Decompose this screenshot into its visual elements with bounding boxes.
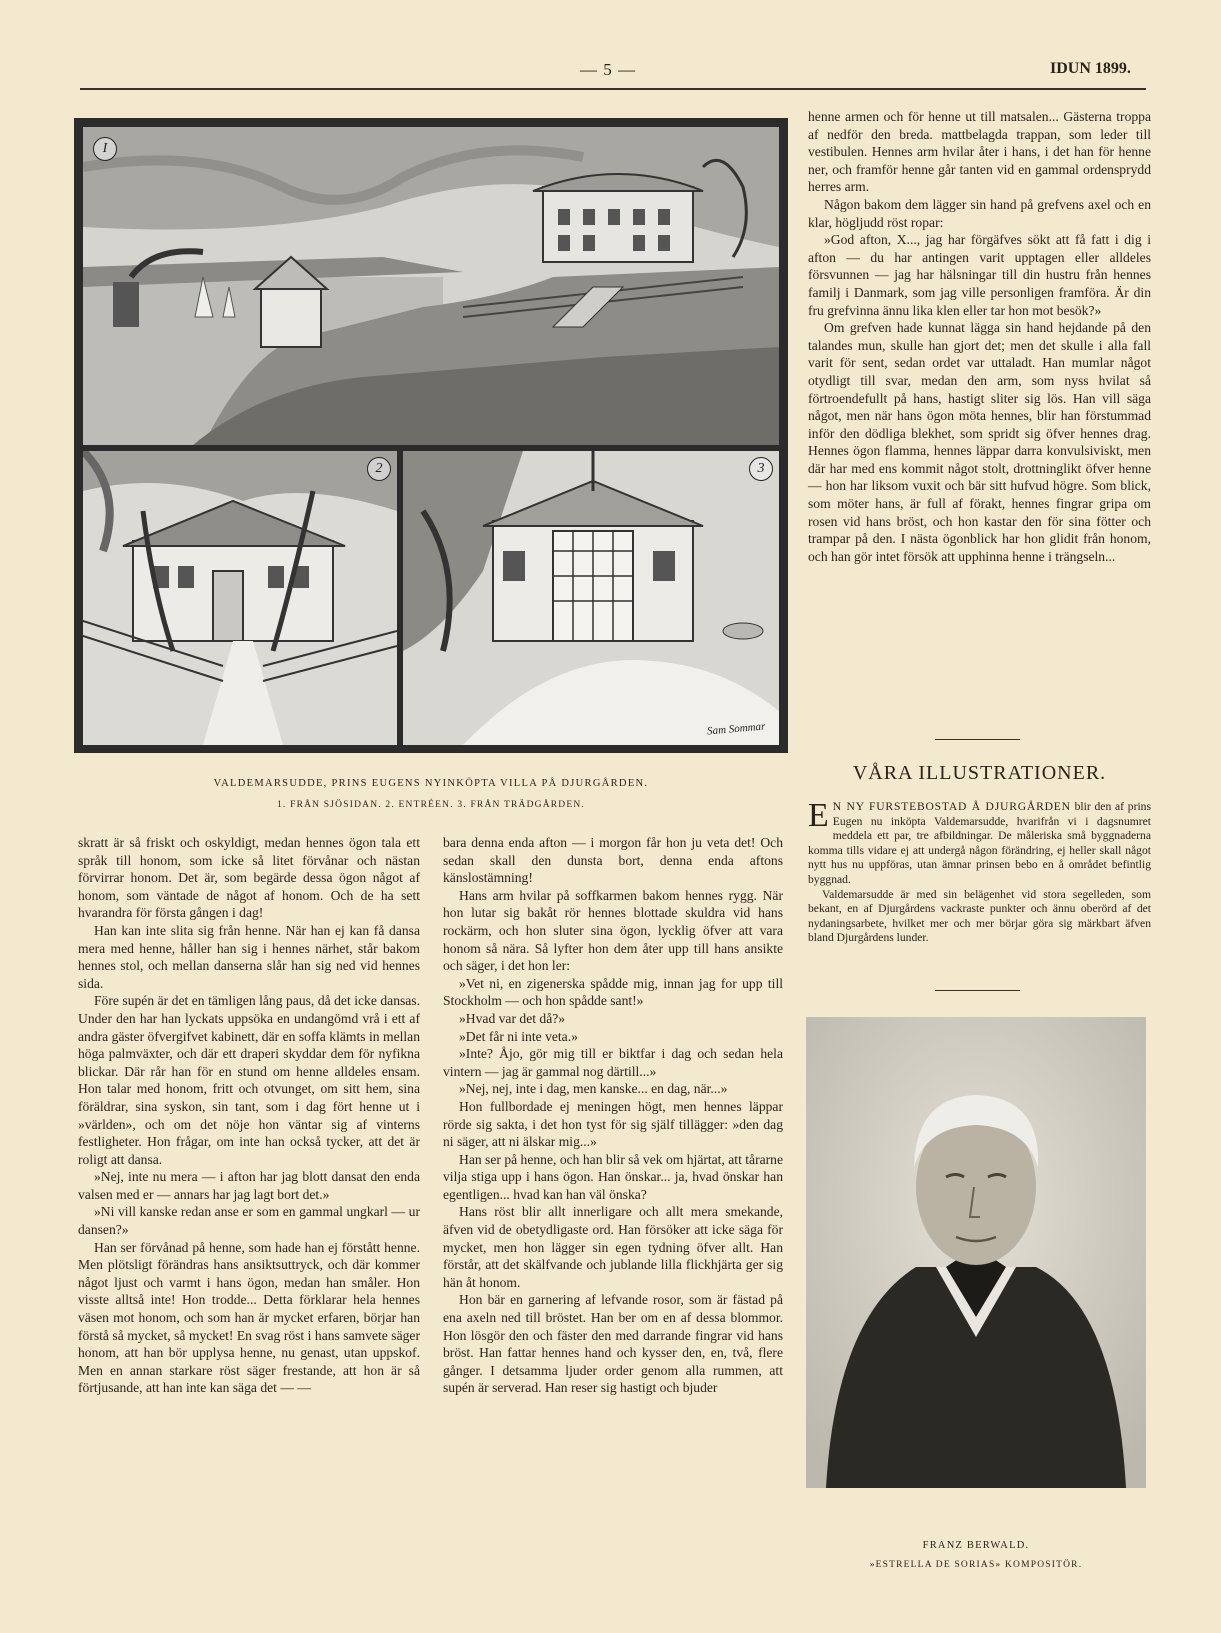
portrait-photograph xyxy=(806,1017,1146,1488)
villa-illustration-plate xyxy=(74,118,788,753)
paragraph: »Hvad var det då?» xyxy=(459,1010,566,1026)
paragraph: »God afton, X..., jag har förgäfves sökt att få fatt i dig i afton — du har antingen varit upptagen eller alldeles försvunnen — jag har hälsningar till din hustru från hennes familj i Danmark, som jag ville personligen framföra. Är din fru grefvinna ännu lika klen eller tar hon mot besök?» xyxy=(808,232,1151,318)
sea-view-drawing xyxy=(83,127,779,445)
paragraph: »Nej, inte nu mera — i afton har jag blott dansat den enda valsen med er — annars har jag lagt bort det.» xyxy=(78,1169,420,1202)
paragraph: bara denna enda afton — i morgon får hon ju veta det! Och sedan skall den dunsta bort, denna enda aftons känslostämning! xyxy=(443,835,783,886)
paragraph: skratt är så friskt och oskyldigt, medan hennes ögon tala ett språk till honom, som icke så litet förvånar och nästan förvirrar honom. Det är, som begärde dessa ögon något af honom, som väntade de något af honom. Och de ha sett hvarandra för första gången i dag! xyxy=(78,835,420,921)
paragraph-text: blir den af prins Eugen nu inköpta Valdemarsudde, hvarifrån vi i dagsnumret meddela ett par, tre afbildningar. De måleriska små byggnaderna komma tills vidare ej att undergå någon förändring, ej heller skall något nytt hus nu uppföras, utan ämnar prinsen bebo en å området befintlig byggnad. xyxy=(808,800,1151,886)
lead-in: N NY FURSTEBOSTAD Å DJURGÅRDEN xyxy=(832,800,1071,813)
plate-subcaption: 1. FRÅN SJÖSIDAN. 2. ENTRÉEN. 3. FRÅN TRÄDGÅRDEN. xyxy=(276,800,586,810)
illustrations-paragraph-1 xyxy=(808,797,1151,888)
masthead: IDUN 1899. xyxy=(1050,60,1131,77)
paragraph: henne armen och för henne ut till matsalen... Gästerna troppa af nedför den breda. mattbelagda trappan, som leder till vestibulen. Hennes arm hvilar åter i hans, i det han för henne ner, och framför henne går tanten vid en gammal ordensprydd herres arm. xyxy=(808,109,1151,195)
panel-number-2: 2 xyxy=(367,457,391,481)
text-column-2 xyxy=(443,834,783,1397)
paragraph: Hon fullbordade ej meningen högt, men hennes läppar rörde sig sakta, i det hon tyst för sig själf tillägger: »den dag ni säger, att ni älskar mig...» xyxy=(443,1098,783,1150)
section-divider xyxy=(935,990,1020,991)
paragraph: Han ser förvånad på henne, som hade han ej förstått henne. Men plötsligt förändras hans ansiktsuttryck, och där kommer något ljust och varmt i hans ögon, medan han småler. Hon visste alltså inte! Hon trodde... Detta förklarar hela hennes väsen mot honom, och som han är mycket erfaren, börjar han förstå så mycket, så mycket! En svag röst i hans samvete säger honom, att han bör upplysa henne, nu genast, utan uppskof. Men en annan starkare röst säger frestande, att hon är så förtjusande, att han inte kan säga det — — xyxy=(78,1239,420,1396)
paragraph: »Nej, nej, inte i dag, men kanske... en dag, när...» xyxy=(459,1081,728,1097)
paragraph: Hans arm hvilar på soffkarmen bakom hennes rygg. När hon lutar sig bakåt rör hennes blottade skuldra vid hans rockärm, och hon sluter sina ögon, lycklig öfver att vara honom så nära. Så lyfter hon dem åter upp till hans ansikte och säger, i det hon ler: xyxy=(443,887,783,974)
paragraph: »Inte? Åjo, gör mig till er biktfar i dag och sedan hela vintern — jag är gammal nog därtill...» xyxy=(443,1046,783,1079)
paragraph: Han ser på henne, och han blir så vek om hjärtat, att tårarne vilja stiga upp i hans ögon. Han önskar... ja, hvad önskar han egentligen... hvad kan han väl önska? xyxy=(443,1151,783,1202)
panel-number-3: 3 xyxy=(749,457,773,481)
text-column-1 xyxy=(78,834,420,1397)
paragraph: »Det får ni inte veta.» xyxy=(459,1028,578,1044)
paragraph: Om grefven hade kunnat lägga sin hand hejdande på den talandes mun, skulle han gjort det; men det skulle i alla fall varit för sent, sedan ordet var uttaladt. Han mumlar något otydligt till svar, medan den arm, som nyss hvilat så förtroendefullt på hans, hastigt sliter sig lös. Han vill säga något, men när hans ögon möta hennes, blir han förstummad inför den dödliga blekhet, som spridt sig öfver hennes drag. Hennes ögon flamma, hennes läppar darra konvulsiviskt, men där har med ens kommit något stolt, drottninglikt öfver henne — hon har liksom vuxit och bär sitt hufvud högre. Som blick, som möter hans, är full af förakt, hennes fingrar gripa om rosen vid hans bröst, och hon kastar den för sina fötter och trampar på den. I nästa ögonblick har hon glidit från honom, och han gör intet försök att upphinna henne i trängseln... xyxy=(808,320,1151,564)
garden-drawing xyxy=(403,451,779,745)
illustrations-paragraph-2: Valdemarsudde är med sin belägenhet vid stora segelleden, som bekant, en af Djurgårdens vackraste punkter och ännu oberörd af det nydaningsarbete, hvilket mer och mer börjar göra sig märkbart äfven bland Djurgårdens lunder. xyxy=(808,887,1151,945)
paragraph: »Vet ni, en zigenerska spådde mig, innan jag for upp till Stockholm — och hon spådde sant!» xyxy=(443,975,783,1009)
paragraph: »Ni vill kanske redan anse er som en gammal ungkarl — ur dansen?» xyxy=(78,1204,420,1238)
illustrations-article xyxy=(808,797,1151,946)
entrance-drawing xyxy=(83,451,397,745)
plate-caption: VALDEMARSUDDE, PRINS EUGENS NYINKÖPTA VILLA PÅ DJURGÅRDEN. xyxy=(213,778,649,789)
section-title: VÅRA ILLUSTRATIONER. xyxy=(852,762,1107,784)
drop-cap: E xyxy=(808,797,829,834)
text-column-3 xyxy=(808,108,1151,565)
illustration-entrance xyxy=(83,451,397,745)
artist-signature: Sam Sommar xyxy=(706,720,766,738)
paragraph: Hans röst blir allt innerligare och allt mera smekande, äfven vid de obetydligaste ord. Han försöker att icke säga för mycket, men hon lägger sin egen tydning öfver allt. Han förstår, att det skälfvande och jublande lilla flickhjärta ger sig hän åt honom. xyxy=(443,1204,783,1290)
portrait-caption: FRANZ BERWALD. xyxy=(922,1540,1030,1551)
header-rule xyxy=(80,88,1146,90)
paragraph: Han kan inte slita sig från henne. När han ej kan få dansa mera med henne, håller han sig i hennes närhet, står bakom hennes stol, och mellan danserna slår han sig ned vid hennes sida. xyxy=(78,922,420,991)
illustration-from-sea xyxy=(83,127,779,445)
page-number: — 5 — xyxy=(580,60,636,79)
portrait-drawing xyxy=(806,1017,1146,1488)
panel-number-1: I xyxy=(93,137,117,161)
paragraph: Någon bakom dem lägger sin hand på grefvens axel och en klar, högljudd röst ropar: xyxy=(808,196,1151,230)
portrait-subcaption: »ESTRELLA DE SORIAS» KOMPOSITÖR. xyxy=(869,1560,1083,1570)
section-divider xyxy=(935,739,1020,740)
paragraph: Före supén är det en tämligen lång paus, då det icke dansas. Under den har han lyckats uppsöka en undangömd vrå i ett af andra gäster öfvergifvet kabinett, där en soffa klämts in mellan höga palmväxter, och där ett draperi skyddar dem för nyfikna blickar. Där rår han för en stund om henne alldeles ensam. Hon talar med honom, fritt och otvunget, om sitt hem, sina föräldrar, sina syskon, sin tant, som i dag fört henne ut i »världen», och om det nöje hon väntar sig af vinterns festligheter. Hon frågar, om inte han också tycker, att det är roligt att dansa. xyxy=(78,993,420,1167)
illustration-from-garden xyxy=(403,451,779,745)
paragraph: Hon bär en garnering af lefvande rosor, som är fästad på ena axeln ned till bröstet. Han ber om en af dessa blommor. Hon lösgör den och fäster den med darrande fingrar vid hans bröst. Han fattar hennes hand och kysser den, en, två, flere gånger. I detsamma ljuder order genom alla rummen, att supén är serverad. Han reser sig hastigt och bjuder xyxy=(443,1292,783,1396)
